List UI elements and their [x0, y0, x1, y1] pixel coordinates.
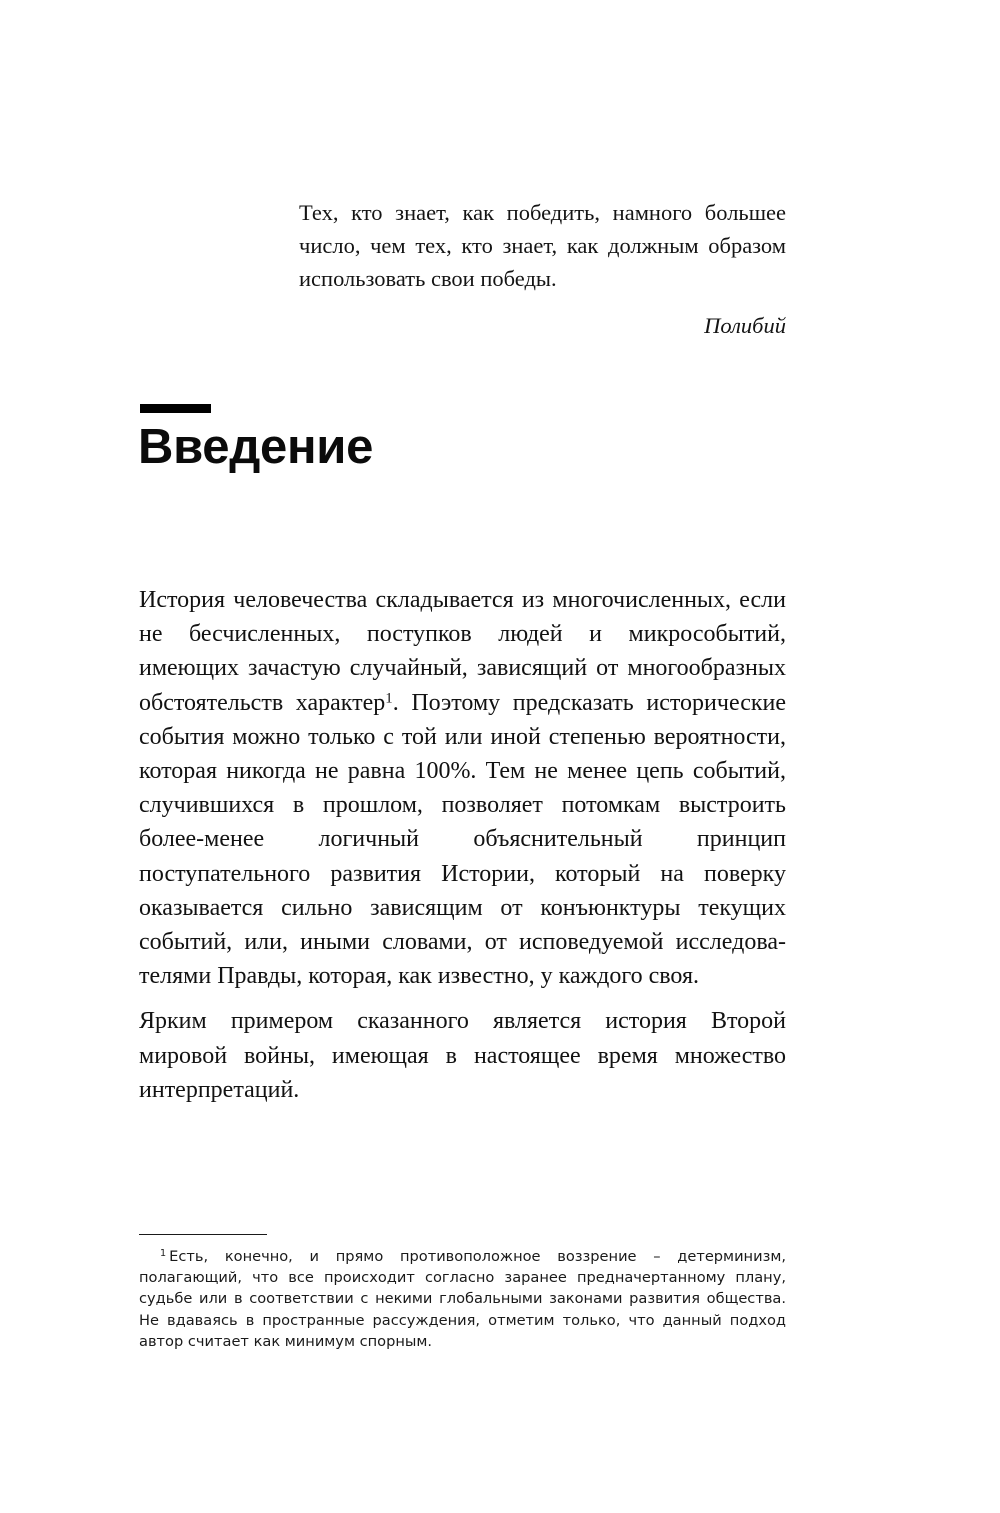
epigraph-quote: Тех, кто знает, как победить, намного большее число, чем тех, кто знает, как должным образом использовать свои победы. [299, 200, 786, 291]
epigraph-attribution: Полибий [704, 313, 786, 338]
paragraph-1-text-before-footnote-ref: История человечества складывается из многочисленных, если не бесчисленных, поступков людей и микрособытий, имеющих зачастую случайный, зависящий от многообразных обстоятельств характер [139, 587, 786, 716]
footnote-reference-icon[interactable]: 1 [385, 689, 393, 706]
body-paragraph-2: Ярким примером сказанного является история Второй мировой войны, имеющая в настоящее время множество интерпретаций. [139, 1008, 786, 1103]
footnote-separator [139, 1234, 267, 1235]
footnote-block [139, 1234, 786, 1352]
body-paragraph-1 [139, 583, 786, 993]
paragraph-1-text-after-footnote-ref: . Поэтому предсказать исторические события можно только с той или иной степенью вероятности, которая никогда не равна 100%. Тем не менее цепь событий, случившихся в прошлом, позволяет потомкам выстроить более-менее логичный объяснительный принцип поступательного развития Истории, который на поверку оказывается сильно зависящим от конъюнктуры текущих событий, или, иными словами, от исповедуемой исследователями Правды, которая, как известно, у каждого своя. [139, 689, 787, 990]
epigraph-block [299, 196, 786, 341]
page-title: Введение [138, 420, 374, 474]
footnote-marker-icon: 1 [160, 1248, 167, 1260]
body-text [139, 583, 786, 1107]
chapter-heading-rule [140, 404, 211, 413]
footnote-entry [139, 1246, 786, 1352]
footnote-body-text: Есть, конечно, и прямо противоположное воззрение – детерминизм, полагающий, что все происходит согласно заранее предначертанному плану, судьбе или в соответствии с некими глобальными законами развития общества. Не вдаваясь в пространные рассуждения, отметим только, что данный подход автор считает как минимум спорным. [139, 1248, 786, 1350]
